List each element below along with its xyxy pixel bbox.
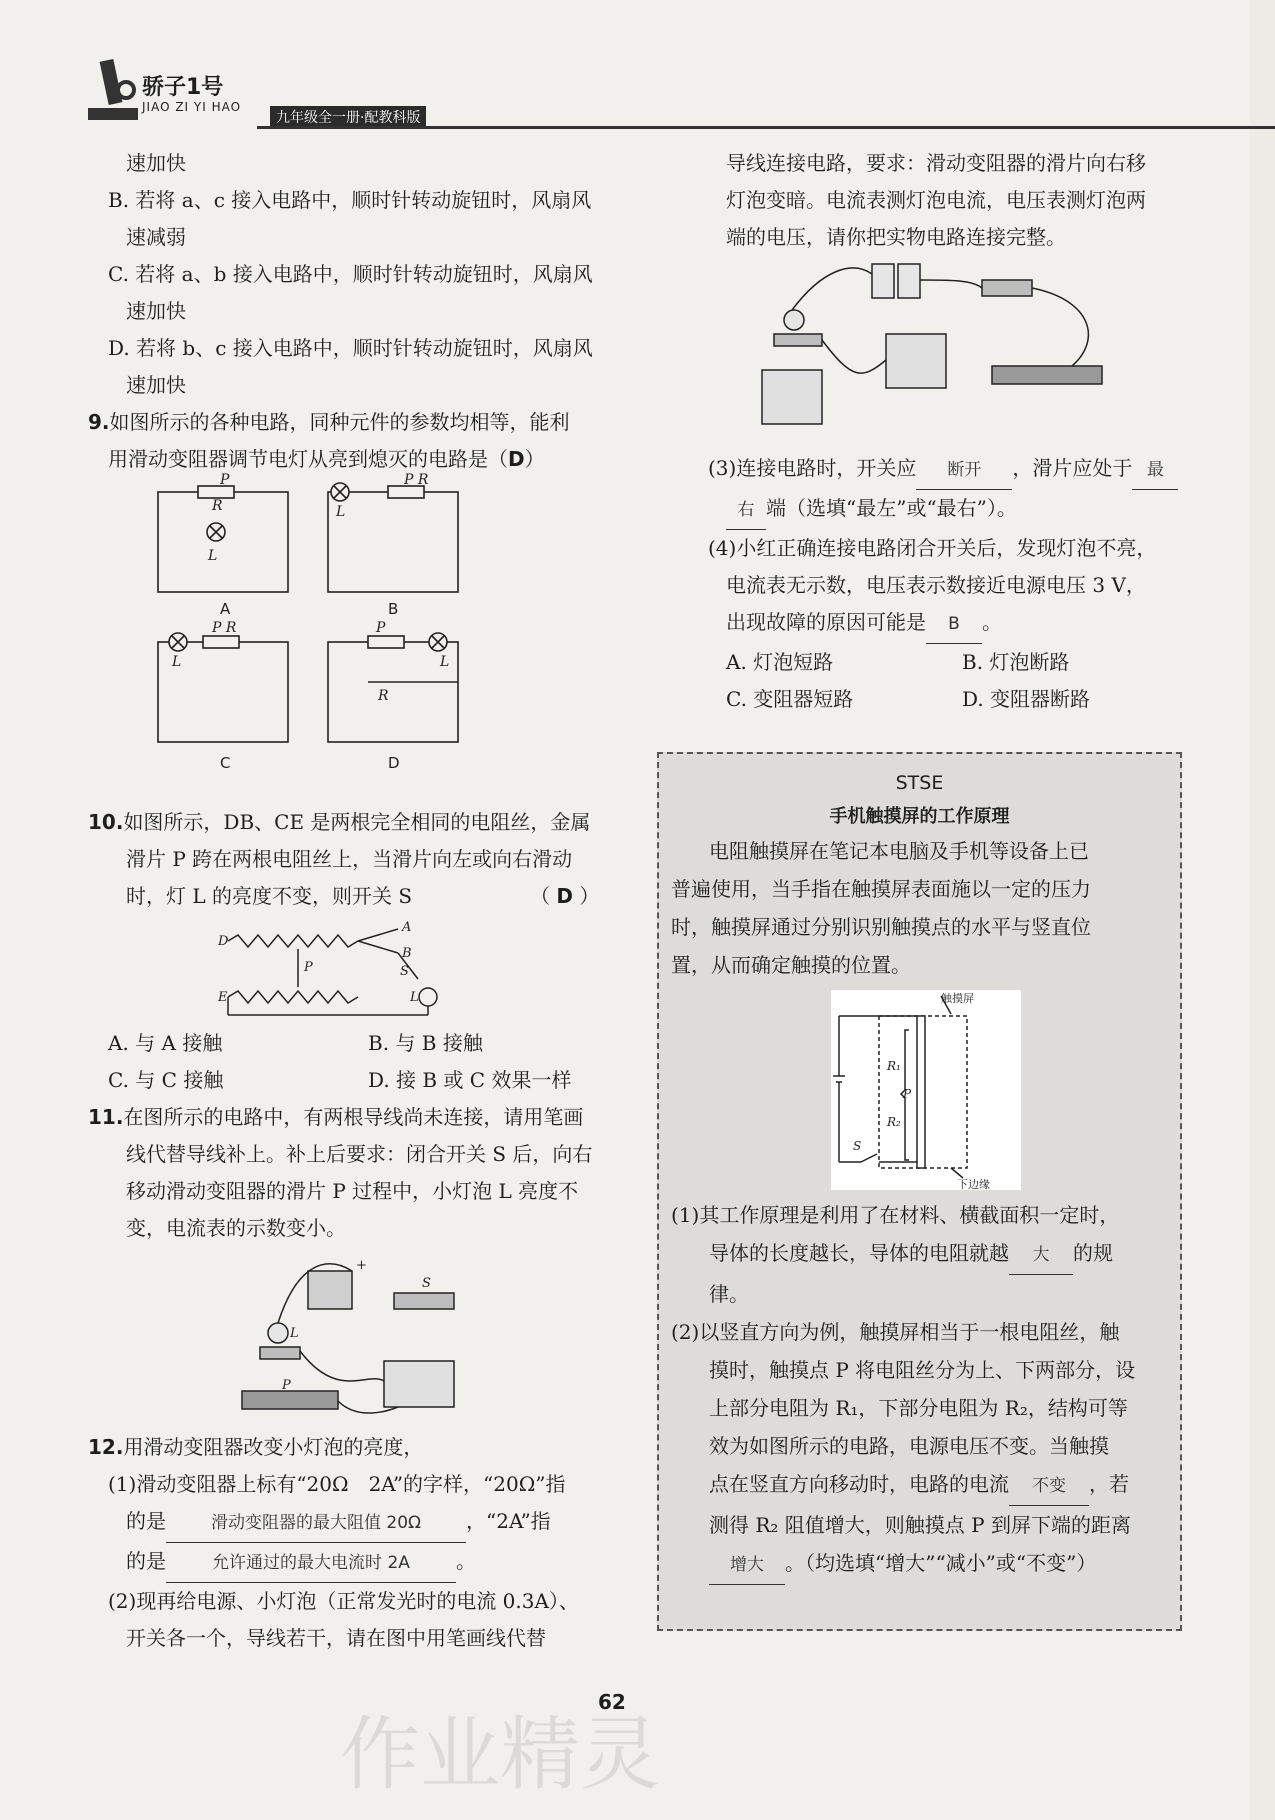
page-number: 62 [598,1690,626,1714]
question-text: 的是 [126,1509,166,1533]
stse-body [659,828,1180,1585]
question-4-line3 [688,604,1198,644]
q10-options-row1 [88,1025,628,1062]
svg-text:E: E [218,990,228,1005]
left-column [88,145,628,1657]
option-c: C. 若将 a、b 接入电路中，顺时针转动旋钮时，风扇风 [108,262,593,286]
answer-blank: 增大 [709,1546,785,1585]
svg-text:D: D [218,934,229,949]
text-line: 速加快 [126,299,186,323]
svg-text:R₂: R₂ [887,1115,901,1129]
stse-text: 测得 R₂ 阻值增大，则触摸点 P 到屏下端的距离 [709,1513,1131,1537]
question-text: 时，灯 L 的亮度不变，则开关 S [126,884,413,908]
question-text: 的是 [126,1549,166,1573]
question-number: 10. [88,810,124,834]
question-text: 如图所示，DB、CE 是两根完全相同的电阻丝，金属 [123,810,591,834]
right-column [688,145,1198,718]
q12-physical-circuit-image [752,260,1152,446]
svg-text:R: R [212,498,223,514]
question-text: 线代替导线补上。补上后要求：闭合开关 S 后，向右 [126,1142,593,1166]
question-text: 导线连接电路，要求：滑动变阻器的滑片向右移 [726,151,1146,175]
svg-text:L: L [172,654,182,670]
svg-text:P: P [220,472,230,488]
question-text: 。 [456,1549,476,1573]
text-line: 速加快 [126,373,186,397]
question-text: (1)滑动变阻器上标有“20Ω 2A”的字样，“20Ω”指 [108,1472,566,1496]
stse-question-1: (1)其工作原理是利用了在材料、横截面积一定时， [671,1203,1120,1227]
svg-text:L: L [440,654,450,670]
option-b: B. 与 B 接触 [368,1031,483,1055]
question-text: 在图所示的电路中，有两根导线尚未连接，请用笔画 [123,1105,584,1129]
text-line: 速加快 [126,151,186,175]
microscope-logo-icon [82,50,150,128]
answer-mark: D [508,447,525,471]
touchscreen-label: 触摸屏 [941,992,974,1005]
svg-text:S: S [853,1139,862,1153]
q12-1-blank1 [88,1503,628,1543]
svg-text:C: C [220,754,231,772]
answer-blank: B [926,606,982,644]
text-line: 速减弱 [126,225,186,249]
brand-pinyin: JIAO ZI YI HAO [142,100,242,114]
stse-box [657,752,1182,1631]
question-text: 端的电压，请你把实物电路连接完整。 [726,225,1066,249]
grade-label: 九年级全一册·配教科版 [270,106,426,128]
header-rule [257,126,1275,129]
stse-text: 普遍使用，当手指在触摸屏表面施以一定的压力 [671,877,1091,901]
stse-title: 手机触摸屏的工作原理 [829,806,1010,827]
question-text: 灯泡变暗。电流表测灯泡电流，电压表测灯泡两 [726,188,1146,212]
question-text: 导体的长度越长，导体的电阻就越 [709,1241,1009,1265]
bottom-edge-label: 下边缘 [957,1178,990,1191]
question-text: 用滑动变阻器调节电灯从亮到熄灭的电路是（ [108,447,508,471]
option-a: A. 灯泡短路 [726,650,834,674]
svg-text:L: L [410,990,419,1005]
question-text: 电流表无示数，电压表示数接近电源电压 3 V， [726,573,1146,597]
stse-text: 上部分电阻为 R₁，下部分电阻为 R₂，结构可等 [709,1396,1128,1420]
stse-text: 律。 [709,1282,749,1306]
question-text: 滑片 P 跨在两根电阻丝上，当滑片向左或向右滑动 [126,847,573,871]
answer-blank: 允许通过的最大电流时 2A [166,1545,456,1583]
svg-text:L: L [290,1326,299,1341]
svg-text:P: P [376,620,386,636]
svg-text:S: S [422,1276,431,1291]
page-header [82,50,1192,132]
svg-text:S: S [400,964,409,979]
question-9 [88,404,628,441]
svg-text:A: A [402,920,412,935]
answer-blank: 最 [1132,452,1178,490]
q11-physical-circuit-image [238,1251,498,1425]
option-d: D. 变阻器断路 [962,687,1091,711]
question-text: 。（均选填“增大”“减小”或“不变”） [785,1551,1097,1575]
stse-text: 置，从而确定触摸的位置。 [671,953,911,977]
q10-options-row2 [88,1062,628,1099]
answer-blank: 滑动变阻器的最大阻值 20Ω [166,1505,466,1543]
answer-blank: 右 [726,492,766,530]
svg-text:R₁: R₁ [887,1059,901,1073]
stse-text: 效为如图所示的电路，电源电压不变。当触摸 [709,1434,1109,1458]
question-number: 12. [88,1435,124,1459]
question-text: 出现故障的原因可能是 [726,610,926,634]
touchscreen-circuit-diagram [831,990,1021,1190]
question-text: 变，电流表的示数变小。 [126,1216,346,1240]
option-b: B. 灯泡断路 [962,650,1070,674]
stse-question-1-line2 [671,1234,1170,1275]
question-text: 移动滑动变阻器的滑片 P 过程中，小灯泡 L 亮度不 [126,1179,579,1203]
stse-tag: STSE [895,772,944,794]
svg-text:P: P [903,1087,912,1101]
question-3 [688,450,1198,490]
question-9-line2 [88,441,628,478]
svg-text:A: A [220,600,231,618]
svg-text:R: R [378,688,389,704]
question-text: 的规 [1073,1241,1113,1265]
svg-text:P: P [282,1378,291,1393]
question-text: ，若 [1089,1472,1129,1496]
svg-text:P R: P R [404,472,429,488]
stse-question-2-blank1 [671,1465,1170,1506]
answer-mark: D [556,884,574,908]
q9-circuit-diagrams [148,472,568,800]
option-d: D. 若将 b、c 接入电路中，顺时针转动旋钮时，风扇风 [108,336,593,360]
stse-question-2-blank2 [671,1544,1170,1585]
stse-text: 电阻触摸屏在笔记本电脑及手机等设备上已 [709,839,1089,863]
option-c: C. 变阻器短路 [726,687,854,711]
question-number: 11. [88,1105,124,1129]
question-3-line2 [688,490,1198,530]
q10-resistance-wire-diagram [218,919,478,1021]
question-12 [88,1429,628,1466]
option-c: C. 与 C 接触 [108,1068,224,1092]
option-a: A. 与 A 接触 [108,1031,223,1055]
option-d: D. 接 B 或 C 效果一样 [368,1068,572,1092]
options-row2 [688,681,1198,718]
options-row1 [688,644,1198,681]
question-text: (2)现再给电源、小灯泡（正常发光时的电流 0.3A）、 [108,1589,579,1613]
question-text: ，滑片应处于 [1012,456,1133,480]
stse-text: 时，触摸屏通过分别识别触摸点的水平与竖直位 [671,915,1091,939]
svg-text:D: D [388,754,400,772]
svg-text:L: L [336,504,346,520]
svg-text:+: + [356,1258,367,1273]
bracket: ） [524,447,545,471]
answer-blank: 大 [1009,1236,1073,1275]
brand-name: 骄子1号 [142,75,224,100]
question-10 [88,804,628,841]
question-text: 开关各一个，导线若干，请在图中用笔画线代替 [126,1626,546,1650]
question-text: 如图所示的各种电路，同种元件的参数均相等，能利 [109,410,570,434]
watermark: 作业精灵 [340,1708,660,1801]
question-text: 用滑动变阻器改变小灯泡的亮度， [123,1435,424,1459]
question-text: (4)小红正确连接电路闭合开关后，发现灯泡不亮， [708,536,1157,560]
question-11 [88,1099,628,1136]
question-text: ，“2A”指 [466,1509,551,1533]
stse-question-2: (2)以竖直方向为例，触摸屏相当于一根电阻丝，触 [671,1320,1120,1344]
svg-text:B: B [402,946,412,961]
svg-text:P R: P R [212,620,237,636]
question-10-line3: 时，灯 L 的亮度不变，则开关 S （ D ） [126,884,600,908]
question-text: 端（选填“最左”或“最右”）。 [766,496,1017,520]
option-b: B. 若将 a、c 接入电路中，顺时针转动旋钮时，风扇风 [108,188,592,212]
question-text: 点在竖直方向移动时，电路的电流 [709,1472,1009,1496]
stse-text: 摸时，触摸点 P 将电阻丝分为上、下两部分，设 [709,1358,1136,1382]
question-text: 。 [982,610,1002,634]
svg-text:L: L [208,548,218,564]
answer-blank: 不变 [1009,1467,1089,1506]
question-text: (3)连接电路时，开关应 [708,456,917,480]
q12-1-blank2 [88,1543,628,1583]
answer-blank: 断开 [916,452,1012,490]
svg-text:P: P [304,960,313,975]
svg-text:B: B [388,600,399,618]
question-number: 9. [88,410,110,434]
